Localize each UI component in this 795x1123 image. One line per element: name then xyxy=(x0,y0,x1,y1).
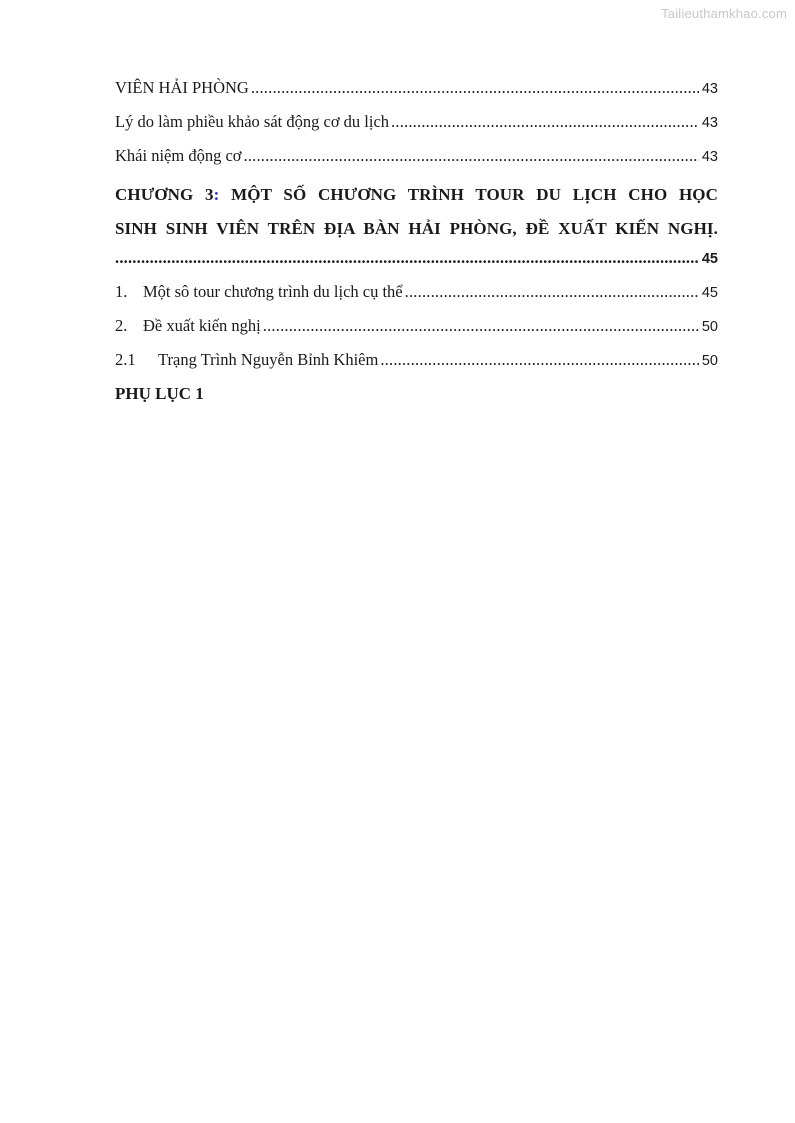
toc-entry-number: 2. xyxy=(115,316,128,335)
toc-leader-dots xyxy=(380,348,699,372)
toc-leader-dots xyxy=(244,144,699,168)
watermark: Tailieuthamkhao.com xyxy=(661,6,787,21)
toc-page-number: 43 xyxy=(701,81,718,97)
toc-page-number: 50 xyxy=(701,319,718,335)
toc-appendix-heading[interactable]: PHỤ LỤC 1 xyxy=(115,384,204,403)
chapter-colon: : xyxy=(213,185,220,204)
toc-entry-number: 1. xyxy=(115,282,128,301)
table-of-contents xyxy=(115,76,718,416)
chapter-title-part-1: MỘT SỐ CHƯƠNG TRÌNH TOUR DU LỊCH CHO HỌC xyxy=(219,185,718,204)
toc-leader-dots xyxy=(391,110,699,134)
toc-page-number: 43 xyxy=(701,115,718,131)
toc-entry-title-wrap xyxy=(115,314,261,338)
toc-entry[interactable] xyxy=(115,348,718,382)
toc-entry[interactable] xyxy=(115,144,718,178)
chapter-prefix: CHƯƠNG 3 xyxy=(115,185,214,204)
toc-entry[interactable] xyxy=(115,314,718,348)
toc-page-number: 45 xyxy=(701,251,718,267)
toc-entry-number: 2.1 xyxy=(115,350,136,369)
toc-entry-title: VIÊN HẢI PHÒNG xyxy=(115,78,249,97)
toc-entry-title: Lý do làm phiều khảo sát động cơ du lịch xyxy=(115,112,390,131)
chapter-heading-line-1 xyxy=(115,178,718,212)
chapter-heading-line-2: SINH SINH VIÊN TRÊN ĐỊA BÀN HẢI PHÒNG, ĐỀ XUẤT KIẾN NGHỊ. xyxy=(115,219,718,238)
toc-page-number: 45 xyxy=(701,285,718,301)
toc-entry-title: Trạng Trình Nguyễn Bỉnh Khiêm xyxy=(158,350,379,369)
toc-entry[interactable] xyxy=(115,76,718,110)
toc-chapter-heading[interactable] xyxy=(115,178,718,246)
toc-leader-dots xyxy=(251,76,699,100)
toc-leader-dots xyxy=(115,246,699,270)
toc-page-number: 43 xyxy=(701,149,718,165)
toc-entry[interactable] xyxy=(115,280,718,314)
toc-entry-title: Khái niệm động cơ xyxy=(115,146,242,165)
toc-page-number: 50 xyxy=(701,353,718,369)
toc-entry[interactable] xyxy=(115,110,718,144)
toc-entry-title: Đề xuất kiến nghị xyxy=(143,316,261,335)
toc-entry-title: Một sô tour chương trình du lịch cụ thể xyxy=(143,282,403,301)
toc-leader-dots xyxy=(405,280,699,304)
toc-entry-title-wrap xyxy=(115,348,378,372)
toc-leader-dots xyxy=(263,314,699,338)
toc-entry-title-wrap xyxy=(115,280,403,304)
toc-chapter-leader-row xyxy=(115,246,718,280)
